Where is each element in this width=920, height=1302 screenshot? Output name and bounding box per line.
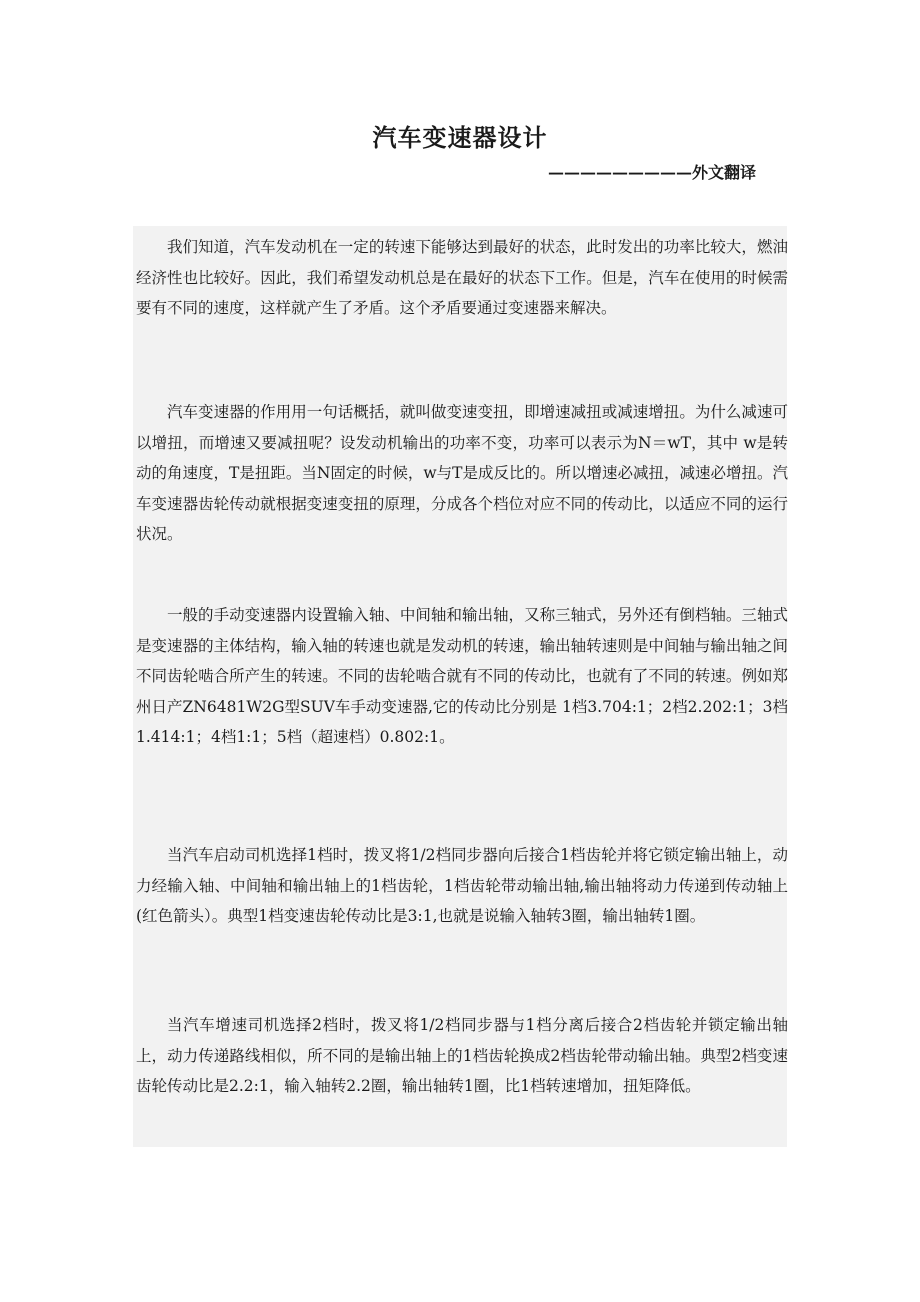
page-subtitle: —————————外文翻译: [548, 163, 757, 182]
paragraph-first-gear: 当汽车启动司机选择1档时，拨叉将1/2档同步器向后接合1档齿轮并将它锁定输出轴上，动力经输入轴、中间轴和输出轴上的1档齿轮，1档齿轮带动输出轴,输出轴将动力传递到传动轴上(红色箭头）。典型1档变速齿轮传动比是3:1,也就是说输入轴转3圈，输出轴转1圈。: [136, 846, 788, 925]
paragraph-three-shaft-structure: 一般的手动变速器内设置输入轴、中间轴和输出轴，又称三轴式，另外还有倒档轴。三轴式是变速器的主体结构，输入轴的转速也就是发动机的转速，输出轴转速则是中间轴与输出轴之间不同齿轮啮合所产生的转速。不同的齿轮啮合就有不同的传动比，也就有了不同的转速。例如郑州日产ZN6481W2G型SUV车手动变速器,它的传动比分别是 1档3.704:1；2档2.202:1；3档1.414:1；4档1:1；5档（超速档）0.802:1。: [136, 606, 788, 746]
paragraph-torque-principle: 汽车变速器的作用用一句话概括，就叫做变速变扭，即增速减扭或减速增扭。为什么减速可以增扭，而增速又要减扭呢？设发动机输出的功率不变，功率可以表示为N＝wT，其中 w是转动的角速度，T是扭距。当N固定的时候，w与T是成反比的。所以增速必减扭，减速必增扭。汽车变速器齿轮传动就根据变速变扭的原理，分成各个档位对应不同的传动比，以适应不同的运行状况。: [136, 403, 789, 543]
paragraph-second-gear: 当汽车增速司机选择2档时，拨叉将1/2档同步器与1档分离后接合2档齿轮并锁定输出轴上，动力传递路线相似，所不同的是输出轴上的1档齿轮换成2档齿轮带动输出轴。典型2档变速齿轮传动比是2.2:1，输入轴转2.2圈，输出轴转1圈，比1档转速增加，扭矩降低。: [136, 1016, 788, 1095]
paragraph-engine-speed: 我们知道，汽车发动机在一定的转速下能够达到最好的状态，此时发出的功率比较大，燃油经济性也比较好。因此，我们希望发动机总是在最好的状态下工作。但是，汽车在使用的时候需要有不同的速度，这样就产生了矛盾。这个矛盾要通过变速器来解决。: [136, 238, 788, 317]
page-title: 汽车变速器设计: [372, 123, 548, 152]
